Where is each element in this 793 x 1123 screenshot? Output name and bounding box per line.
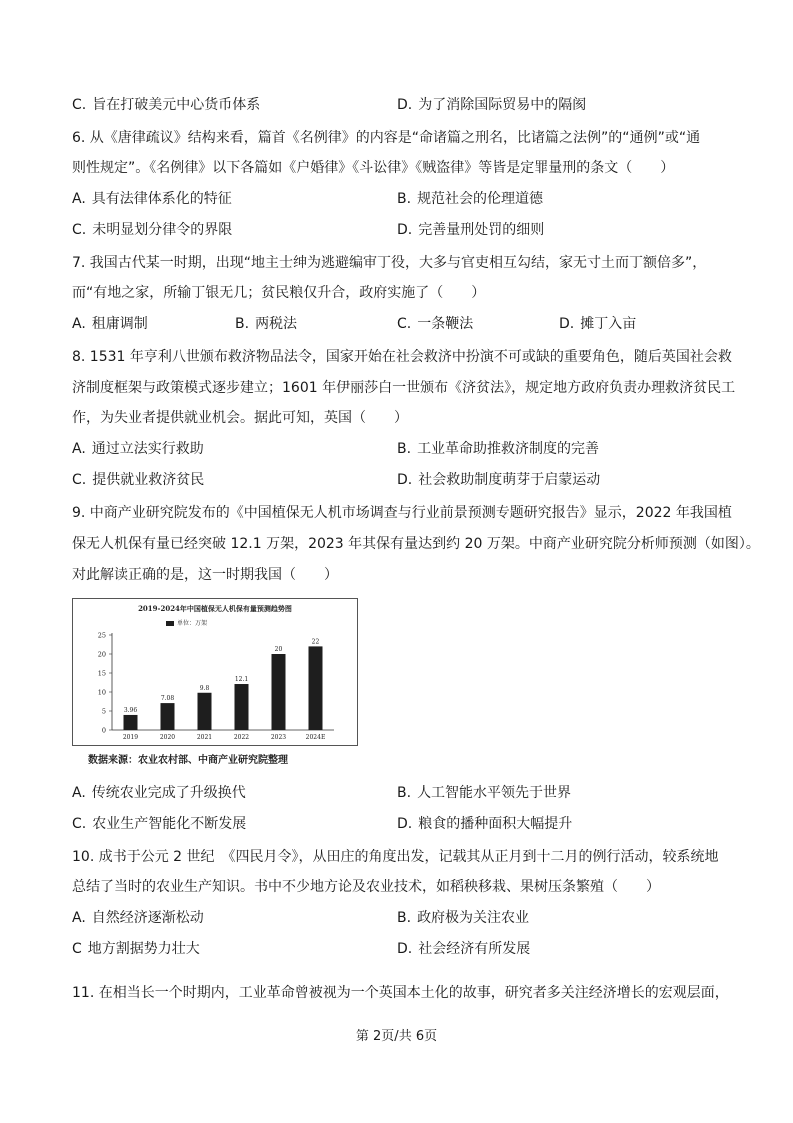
option-letter: A.	[72, 910, 86, 926]
bar-chart-figure	[72, 598, 358, 768]
question-9-line-2: 保无人机保有量已经突破 12.1 万架，2023 年其保有量达到约 20 万架。中商产业研究院分析师预测（如图）。	[72, 536, 760, 552]
option-letter: A.	[72, 441, 86, 457]
option-text: 为了消除国际贸易中的隔阂	[418, 97, 587, 113]
option-text: 旨在打破美元中心货币体系	[92, 97, 261, 113]
option-text: 传统农业完成了升级换代	[91, 785, 246, 801]
option-text: 工业革命助推救济制度的完善	[417, 441, 600, 457]
y-tick-label: 10	[97, 688, 106, 697]
option-letter: C.	[72, 222, 87, 238]
chart-title: 2019-2024年中国植保无人机保有量预测趋势图	[138, 604, 292, 613]
x-tick-label: 2019	[122, 734, 139, 741]
legend-label: 单位：万架	[177, 620, 208, 627]
q8-option-a[interactable]	[72, 439, 204, 459]
option-letter: A.	[72, 785, 86, 801]
option-text: 农业生产智能化不断发展	[92, 816, 247, 832]
option-letter: D.	[397, 97, 413, 113]
question-8-line-2: 济制度框架与政策模式逐步建立；1601 年伊丽莎白一世颁布《济贫法》，规定地方政府负责办理救济贫民工	[72, 380, 736, 396]
option-letter: D.	[559, 316, 575, 332]
option-letter: C.	[72, 472, 87, 488]
option-letter: D.	[397, 941, 413, 957]
option-text: 具有法律体系化的特征	[91, 191, 232, 207]
q8-option-c[interactable]	[72, 470, 204, 490]
q9-option-b[interactable]	[397, 783, 571, 803]
q7-option-d[interactable]	[559, 314, 636, 334]
option-letter: A.	[72, 316, 86, 332]
bar	[272, 654, 286, 730]
x-tick-label: 2021	[196, 734, 213, 741]
x-tick-label: 2020	[159, 734, 176, 741]
question-9-line-1: 9. 中商产业研究院发布的《中国植保无人机市场调查与行业前景预测专题研究报告》显示，2022 年我国植	[72, 505, 732, 521]
option-text: 社会救助制度萌芽于启蒙运动	[418, 472, 601, 488]
option-letter: B.	[235, 316, 250, 332]
question-6-line-2: 则性规定”。《名例律》以下各篇如《户婚律》《斗讼律》《贼盗律》等皆是定罪量刑的条文（ ）	[72, 160, 675, 176]
question-11-line-1: 11. 在相当长一个时期内，工业革命曾被视为一个英国本土化的故事，研究者多关注经济增长的宏观层面，	[72, 985, 729, 1001]
option-text: 人工智能水平领先于世界	[417, 785, 572, 801]
option-letter: B.	[397, 785, 412, 801]
x-tick-label: 2024E	[305, 734, 326, 741]
option-text: 完善量刑处罚的细则	[418, 222, 545, 238]
option-text: 租庸调制	[91, 316, 148, 332]
option-text: 自然经济逐渐松动	[91, 910, 204, 926]
option-letter: D.	[397, 816, 413, 832]
q5-option-d[interactable]	[397, 95, 586, 115]
option-text: 政府极为关注农业	[417, 910, 530, 926]
y-tick-label: 20	[97, 650, 106, 659]
q6-option-c[interactable]	[72, 220, 232, 240]
option-text: 通过立法实行救助	[91, 441, 204, 457]
question-9-line-3: 对此解读正确的是，这一时期我国（ ）	[72, 567, 338, 583]
bar-value-label: 12.1	[234, 676, 249, 684]
bar-value-label: 7.08	[160, 695, 175, 703]
bar-value-label: 9.8	[199, 684, 210, 692]
question-10-line-2: 总结了当时的农业生产知识。书中不少地方论及农业技术，如稻秧移栽、果树压条繁殖（ ）	[72, 879, 660, 895]
q6-option-b[interactable]	[397, 189, 543, 209]
option-letter: D.	[397, 222, 413, 238]
y-tick-label: 5	[101, 707, 106, 716]
q6-option-a[interactable]	[72, 189, 232, 209]
chart-plot	[72, 598, 358, 748]
question-8-line-3: 作，为失业者提供就业机会。据此可知，英国（ ）	[72, 410, 408, 426]
q6-option-d[interactable]	[397, 220, 544, 240]
q8-option-d[interactable]	[397, 470, 600, 490]
q5-option-c[interactable]	[72, 95, 260, 115]
bar	[161, 703, 175, 730]
option-text: 社会经济有所发展	[418, 941, 531, 957]
x-tick-label: 2022	[233, 734, 250, 741]
q10-option-c[interactable]	[72, 939, 200, 959]
option-letter: D.	[397, 472, 413, 488]
x-tick-label: 2023	[270, 734, 287, 741]
option-text: 两税法	[255, 316, 298, 332]
page-footer: 第 2页/共 6页	[355, 1029, 438, 1044]
option-letter: C.	[397, 316, 412, 332]
y-tick-label: 25	[97, 631, 106, 640]
option-text: 提供就业救济贫民	[92, 472, 205, 488]
option-text: 粮食的播种面积大幅提升	[418, 816, 573, 832]
option-letter: A.	[72, 191, 86, 207]
y-tick-label: 15	[97, 669, 106, 678]
q7-option-b[interactable]	[235, 314, 297, 334]
question-6-line-1: 6. 从《唐律疏议》结构来看，篇首《名例律》的内容是“命诸篇之刑名，比诸篇之法例”的“通例”或“通	[72, 130, 701, 146]
bar	[124, 715, 138, 730]
q7-option-c[interactable]	[397, 314, 473, 334]
option-text: 摊丁入亩	[580, 316, 637, 332]
option-text: 规范社会的伦理道德	[417, 191, 544, 207]
option-letter: C	[72, 941, 82, 957]
q9-option-d[interactable]	[397, 814, 572, 834]
option-text: 地方割据势力壮大	[87, 941, 200, 957]
y-tick-label: 0	[101, 726, 106, 735]
q10-option-a[interactable]	[72, 908, 204, 928]
bar	[309, 646, 323, 730]
option-letter: C.	[72, 816, 87, 832]
q10-option-b[interactable]	[397, 908, 529, 928]
option-letter: B.	[397, 441, 412, 457]
question-8-line-1: 8. 1531 年亨利八世颁布救济物品法令，国家开始在社会救济中扮演不可或缺的重要角色，随后英国社会救	[72, 349, 732, 365]
chart-source: 数据来源：农业农村部、中商产业研究院整理	[88, 755, 288, 766]
bar-value-label: 22	[311, 638, 320, 646]
bar-value-label: 3.96	[123, 706, 138, 714]
q9-option-a[interactable]	[72, 783, 246, 803]
option-letter: C.	[72, 97, 87, 113]
bar	[235, 684, 249, 730]
question-7-line-2: 而“有地之家，所输丁银无几；贫民粮仅升合，政府实施了（ ）	[72, 285, 486, 301]
q7-option-a[interactable]	[72, 314, 148, 334]
option-letter: B.	[397, 910, 412, 926]
q10-option-d[interactable]	[397, 939, 530, 959]
bar-value-label: 20	[274, 646, 283, 653]
option-letter: B.	[397, 191, 412, 207]
q9-option-c[interactable]	[72, 814, 246, 834]
option-text: 一条鞭法	[417, 316, 474, 332]
question-7-line-1: 7. 我国古代某一时期，出现“地主士绅为逃避编审丁役，大多与官吏相互勾结，家无寸土而丁额倍多”，	[72, 255, 707, 271]
question-10-line-1: 10. 成书于公元 2 世纪 《四民月令》，从田庄的角度出发，记载其从正月到十二月的例行活动，较系统地	[72, 849, 719, 865]
bar	[198, 693, 212, 730]
q8-option-b[interactable]	[397, 439, 599, 459]
option-text: 未明显划分律令的界限	[92, 222, 233, 238]
